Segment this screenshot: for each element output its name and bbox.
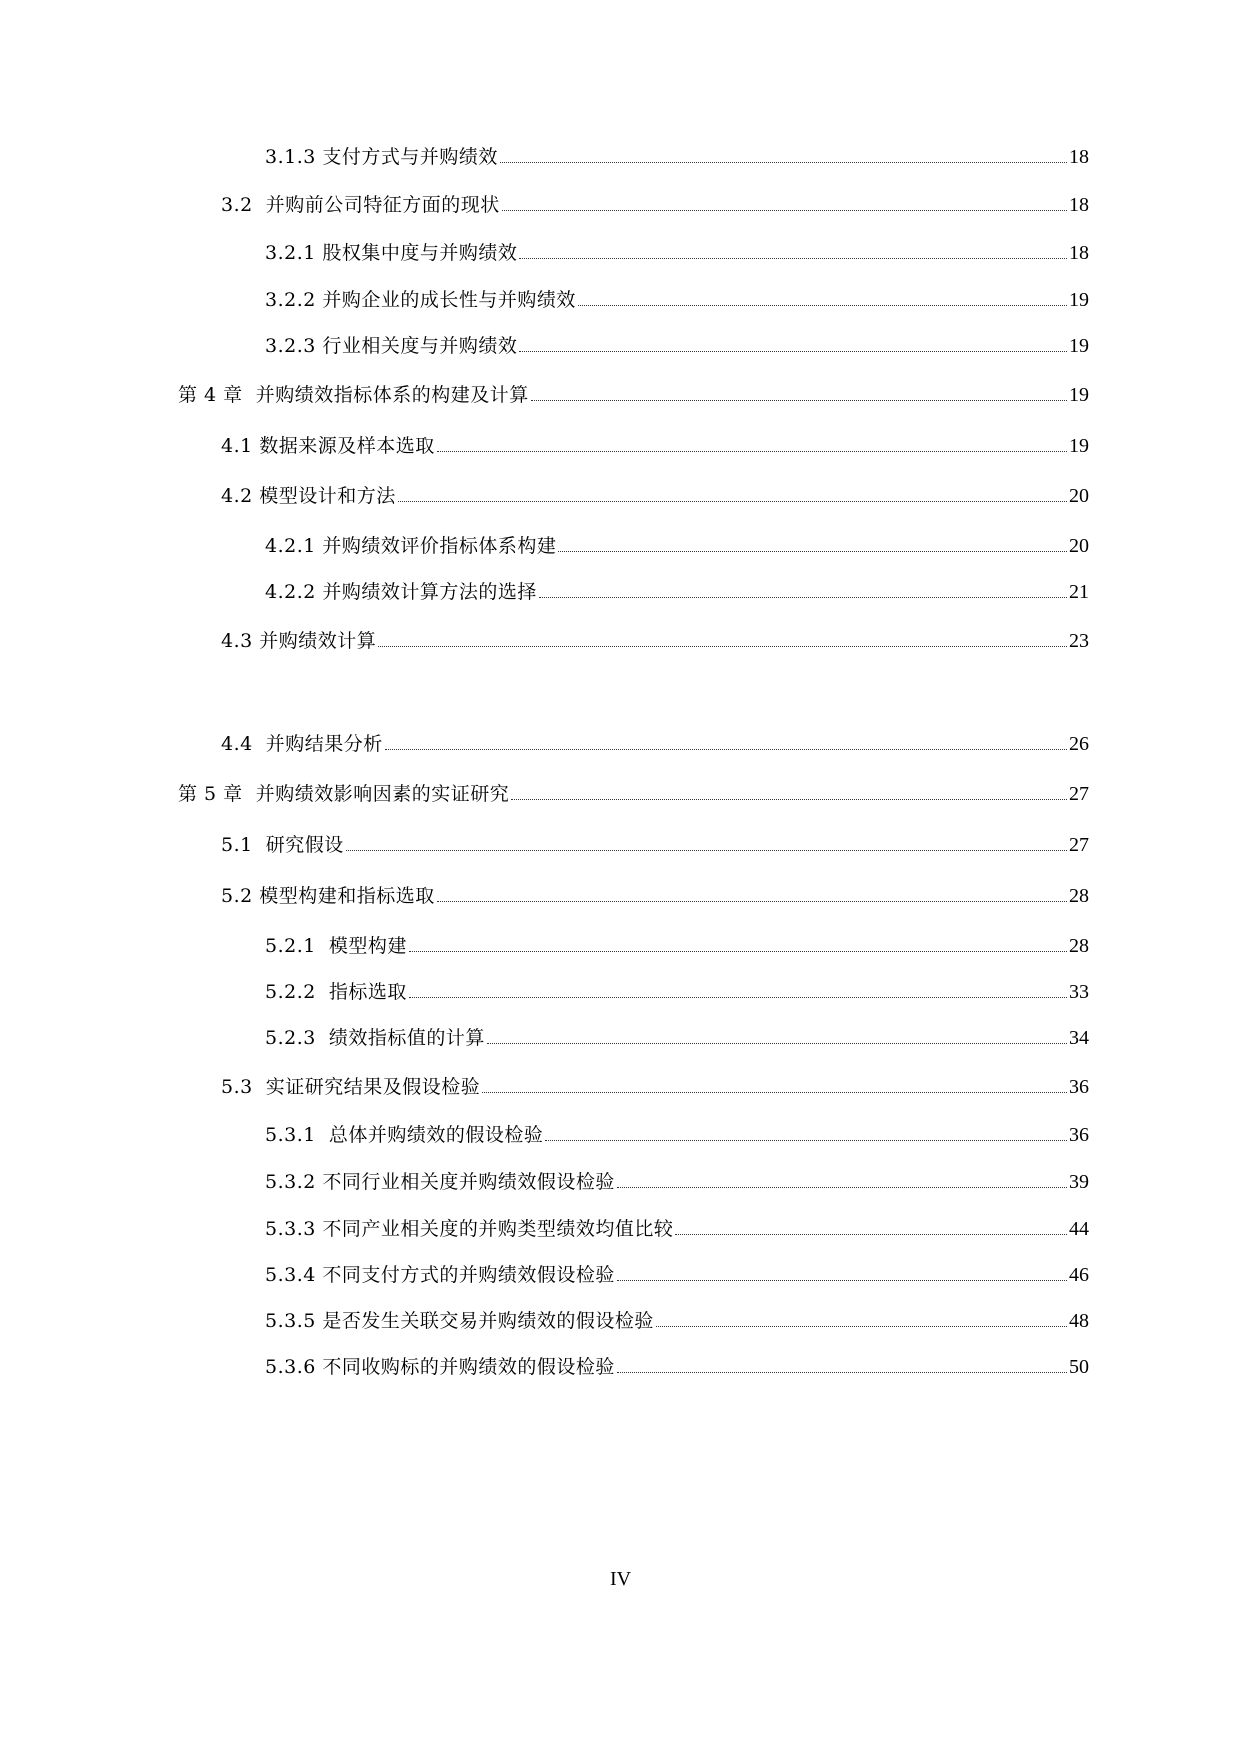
toc-entry-title: 5.3 实证研究结果及假设检验 xyxy=(221,1076,481,1098)
toc-entry xyxy=(265,971,1089,1003)
toc-entry xyxy=(265,136,1089,168)
toc-entry-page: 34 xyxy=(1069,1027,1089,1049)
toc-dot-leader xyxy=(398,501,1067,502)
toc-entry-title: 5.1 研究假设 xyxy=(221,834,344,856)
toc-entry-page: 18 xyxy=(1069,194,1089,216)
toc-entry xyxy=(265,571,1089,603)
toc-entry-page: 19 xyxy=(1069,289,1089,311)
toc-entry-page: 44 xyxy=(1069,1218,1089,1240)
toc-entry-page: 39 xyxy=(1069,1171,1089,1193)
toc-entry-title: 3.2.3 行业相关度与并购绩效 xyxy=(265,335,518,357)
toc-entry-title: 第 5 章 并购绩效影响因素的实证研究 xyxy=(178,783,510,805)
toc-entry-title: 5.3.4 不同支付方式的并购绩效假设检验 xyxy=(265,1264,615,1286)
toc-entry xyxy=(265,1300,1089,1332)
toc-entry-title: 5.3.3 不同产业相关度的并购类型绩效均值比较 xyxy=(265,1218,674,1240)
toc-entry xyxy=(221,620,1089,652)
toc-dot-leader xyxy=(675,1234,1067,1235)
toc-entry xyxy=(265,232,1089,264)
toc-entry-page: 18 xyxy=(1069,146,1089,168)
toc-entry-page: 28 xyxy=(1069,885,1089,907)
toc-entry xyxy=(221,723,1089,755)
toc-entry-title: 4.2.2 并购绩效计算方法的选择 xyxy=(265,581,537,603)
toc-dot-leader xyxy=(519,351,1067,352)
toc-entry xyxy=(265,1114,1089,1146)
toc-entry-title: 5.2.3 绩效指标值的计算 xyxy=(265,1027,485,1049)
toc-dot-leader xyxy=(519,258,1067,259)
toc-entry-title: 4.4 并购结果分析 xyxy=(221,733,383,755)
toc-entry-title: 5.2 模型构建和指标选取 xyxy=(221,885,435,907)
toc-entry-title: 3.2.2 并购企业的成长性与并购绩效 xyxy=(265,289,576,311)
toc-dot-leader xyxy=(487,1043,1067,1044)
toc-dot-leader xyxy=(502,210,1067,211)
toc-entry-page: 48 xyxy=(1069,1310,1089,1332)
toc-entry-page: 21 xyxy=(1069,581,1089,603)
toc-entry-page: 36 xyxy=(1069,1076,1089,1098)
toc-entry xyxy=(265,925,1089,957)
toc-entry xyxy=(221,824,1089,856)
toc-dot-leader xyxy=(545,1140,1067,1141)
toc-entry xyxy=(265,1346,1089,1378)
toc-entry-title: 5.3.6 不同收购标的并购绩效的假设检验 xyxy=(265,1356,615,1378)
toc-entry-page: 19 xyxy=(1069,435,1089,457)
toc-dot-leader xyxy=(617,1372,1067,1373)
toc-entry-page: 20 xyxy=(1069,535,1089,557)
toc-entry xyxy=(265,1161,1089,1193)
toc-entry xyxy=(265,1254,1089,1286)
toc-dot-leader xyxy=(617,1280,1067,1281)
toc-entry xyxy=(265,279,1089,311)
toc-entry xyxy=(178,773,1089,805)
toc-dot-leader xyxy=(511,799,1067,800)
toc-entry-page: 36 xyxy=(1069,1124,1089,1146)
toc-entry-title: 3.1.3 支付方式与并购绩效 xyxy=(265,146,498,168)
toc-dot-leader xyxy=(617,1187,1067,1188)
toc-dot-leader xyxy=(656,1326,1067,1327)
toc-dot-leader xyxy=(558,551,1067,552)
toc-entry-page: 50 xyxy=(1069,1356,1089,1378)
toc-entry xyxy=(178,374,1089,406)
toc-dot-leader xyxy=(346,850,1067,851)
toc-entry-page: 19 xyxy=(1069,384,1089,406)
toc-entry-page: 27 xyxy=(1069,783,1089,805)
toc-entry-title: 第 4 章 并购绩效指标体系的构建及计算 xyxy=(178,384,529,406)
toc-entry-title: 3.2.1 股权集中度与并购绩效 xyxy=(265,242,518,264)
toc-dot-leader xyxy=(437,901,1067,902)
toc-entry-title: 3.2 并购前公司特征方面的现状 xyxy=(221,194,500,216)
toc-entry-title: 4.2.1 并购绩效评价指标体系构建 xyxy=(265,535,557,557)
footer-page-number: IV xyxy=(609,1568,632,1590)
toc-entry-page: 23 xyxy=(1069,630,1089,652)
toc-entry-page: 19 xyxy=(1069,335,1089,357)
toc-entry-page: 18 xyxy=(1069,242,1089,264)
toc-entry xyxy=(221,475,1089,507)
toc-entry-page: 27 xyxy=(1069,834,1089,856)
toc-entry xyxy=(265,325,1089,357)
toc-entry-title: 4.1 数据来源及样本选取 xyxy=(221,435,435,457)
toc-dot-leader xyxy=(437,451,1067,452)
toc-entry xyxy=(221,184,1089,216)
toc-dot-leader xyxy=(500,162,1067,163)
toc-entry-page: 46 xyxy=(1069,1264,1089,1286)
toc-entry-title: 5.2.2 指标选取 xyxy=(265,981,407,1003)
toc-dot-leader xyxy=(385,749,1067,750)
toc-dot-leader xyxy=(378,646,1067,647)
toc-dot-leader xyxy=(409,997,1067,998)
toc-dot-leader xyxy=(531,400,1067,401)
toc-entry-page: 26 xyxy=(1069,733,1089,755)
toc-entry-title: 4.2 模型设计和方法 xyxy=(221,485,396,507)
toc-dot-leader xyxy=(482,1092,1067,1093)
toc-entry xyxy=(265,1017,1089,1049)
toc-dot-leader xyxy=(578,305,1067,306)
toc-entry xyxy=(265,1208,1089,1240)
toc-entry-title: 5.3.2 不同行业相关度并购绩效假设检验 xyxy=(265,1171,615,1193)
toc-entry xyxy=(265,525,1089,557)
toc-entry-title: 5.3.5 是否发生关联交易并购绩效的假设检验 xyxy=(265,1310,654,1332)
toc-entry-page: 28 xyxy=(1069,935,1089,957)
toc-entry xyxy=(221,1066,1089,1098)
toc-entry-page: 33 xyxy=(1069,981,1089,1003)
toc-dot-leader xyxy=(409,951,1067,952)
toc-entry-title: 5.2.1 模型构建 xyxy=(265,935,407,957)
toc-entry-page: 20 xyxy=(1069,485,1089,507)
toc-entry-title: 5.3.1 总体并购绩效的假设检验 xyxy=(265,1124,544,1146)
toc-entry xyxy=(221,875,1089,907)
toc-entry-title: 4.3 并购绩效计算 xyxy=(221,630,377,652)
toc-dot-leader xyxy=(539,597,1067,598)
toc-entry xyxy=(221,425,1089,457)
